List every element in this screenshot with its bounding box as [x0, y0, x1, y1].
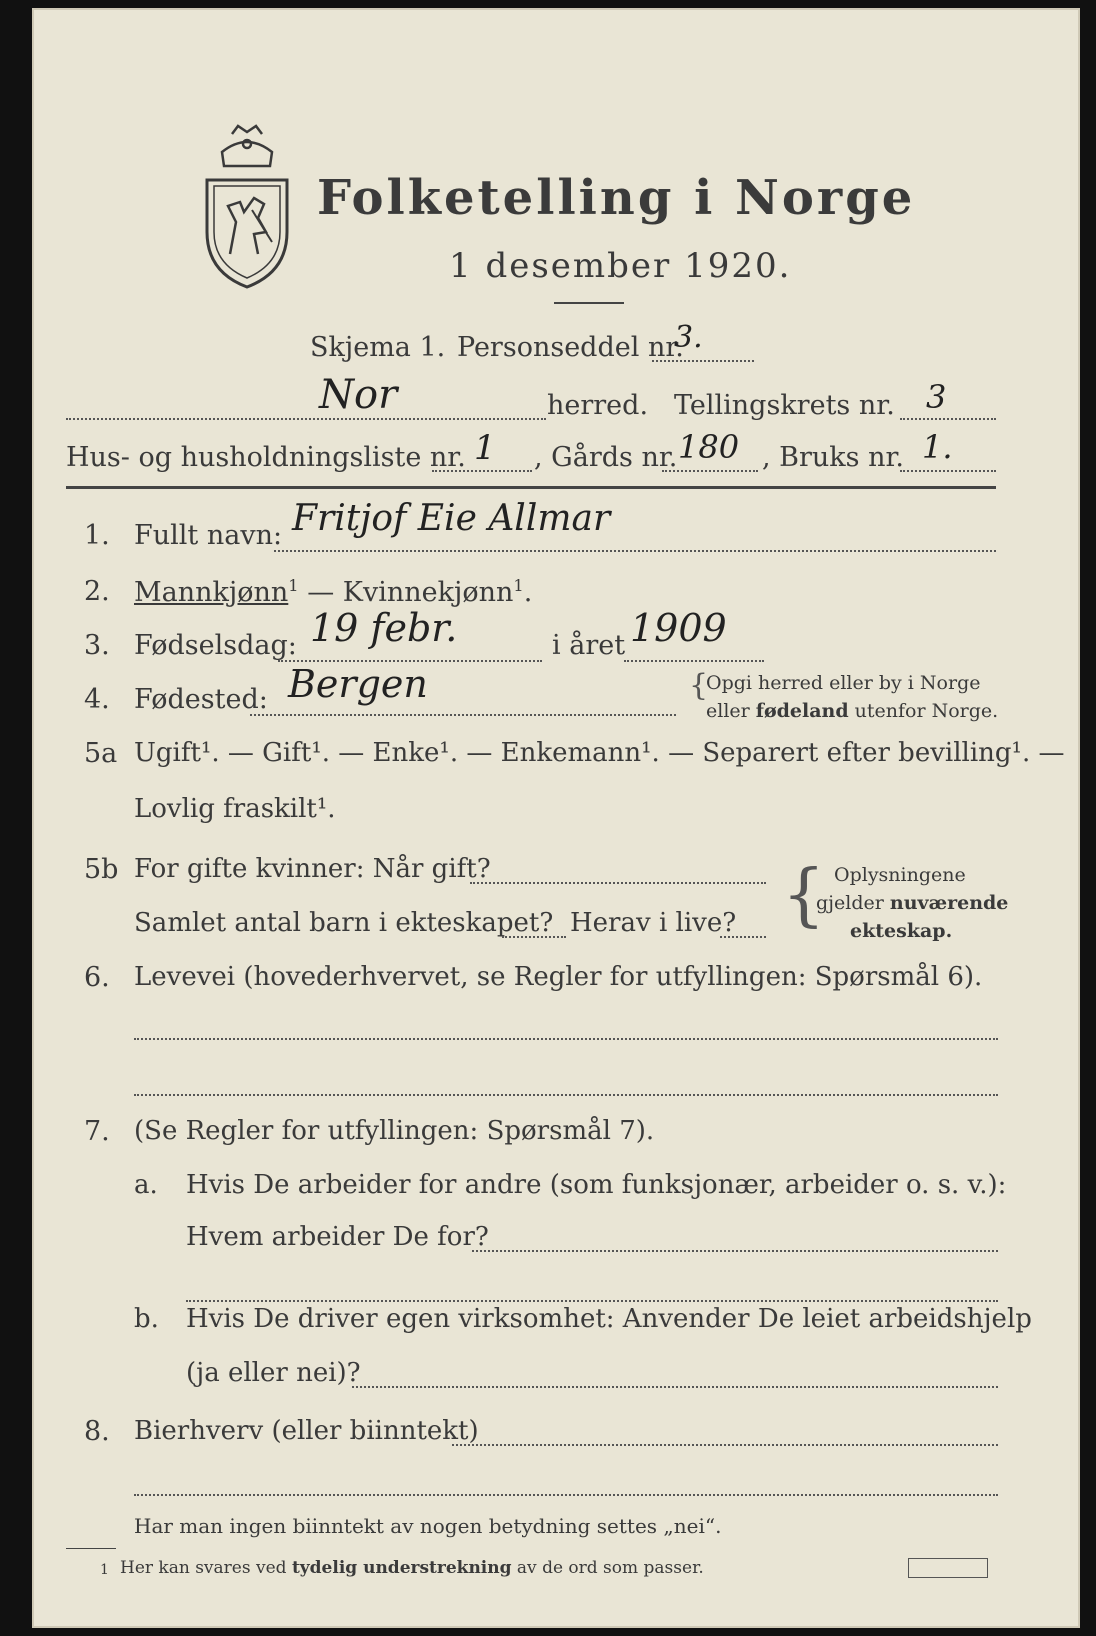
q7a-line1: Hvis De arbeider for andre (som funksjonær, arbeider o. s. v.): [186, 1170, 1007, 1200]
q5b-note-line3: ekteskap. [850, 920, 953, 942]
q3-year-value: 1909 [630, 606, 727, 650]
q1-label: Fullt navn: [134, 520, 283, 551]
norwegian-coat-of-arms-icon [192, 122, 302, 292]
q7b-line [352, 1386, 998, 1388]
q3-value: 19 febr. [310, 606, 458, 650]
q7-label: (Se Regler for utfyllingen: Spørsmål 7). [134, 1116, 655, 1146]
q5b-alive-label: Herav i live? [570, 908, 737, 938]
hus-line [432, 470, 532, 472]
footnote-divider [66, 1548, 116, 1549]
q7b-line2: (ja eller nei)? [186, 1358, 361, 1388]
q5b-line1: For gifte kvinner: Når gift? [134, 854, 491, 884]
q4-number: 4. [84, 684, 110, 715]
q7b-number: b. [134, 1304, 159, 1334]
q7a-line-1 [472, 1250, 998, 1252]
q5b-note-line2: gjelder nuværende [816, 892, 1009, 914]
q8-line1 [452, 1444, 998, 1446]
q4-line [250, 714, 676, 716]
hus-label: Hus- og husholdningsliste nr. [66, 442, 466, 473]
q7a-line2: Hvem arbeider De for? [186, 1222, 489, 1252]
tellingskrets-value: 3 [926, 378, 947, 416]
q2-female: Kvinnekjønn [342, 577, 514, 608]
q5a-line1: Ugift¹. — Gift¹. — Enke¹. — Enkemann¹. — Separert efter bevilling¹. — [134, 738, 1065, 768]
q2-number: 2. [84, 576, 110, 607]
personseddel-label: Personseddel nr. [457, 332, 684, 363]
q1-number: 1. [84, 520, 110, 551]
q1-value: Fritjof Eie Allmar [292, 498, 611, 539]
q4-note-line1: Opgi herred eller by i Norge [706, 672, 981, 694]
q5a-line2: Lovlig fraskilt¹. [134, 794, 336, 824]
footnote-text: Her kan svares ved tydelig understrekning av de ord som passer. [120, 1558, 704, 1578]
printer-stamp [908, 1558, 988, 1578]
bruks-value: 1. [922, 428, 953, 466]
q5b-note-line1: Oplysningene [834, 864, 966, 886]
q7b-line1: Hvis De driver egen virksomhet: Anvender De leiet arbeidshjelp [186, 1304, 1032, 1334]
herred-value: Nor [319, 372, 398, 418]
q6-number: 6. [84, 962, 110, 993]
q2-text: Mannkjønn$^1$ — Kvinnekjønn$^1$. [134, 576, 533, 608]
tellingskrets-label: Tellingskrets nr. [674, 390, 895, 421]
q7a-number: a. [134, 1170, 158, 1200]
tellingskrets-line [900, 418, 996, 420]
q6-line2 [134, 1094, 998, 1096]
q1-line [274, 550, 996, 552]
q4-note-line2: eller fødeland utenfor Norge. [706, 700, 999, 722]
gards-value: 180 [678, 428, 740, 466]
hus-value: 1 [474, 428, 496, 468]
gards-label: , Gårds nr. [534, 442, 678, 473]
q4-brace: { [689, 668, 709, 703]
q6-label: Levevei (hovederhvervet, se Regler for utfyllingen: Spørsmål 6). [134, 962, 983, 992]
q8-number: 8. [84, 1416, 110, 1447]
title-divider [554, 302, 624, 304]
q3-number: 3. [84, 630, 110, 661]
header-divider [66, 486, 996, 489]
q5b-children-line [502, 936, 566, 938]
personseddel-line [652, 360, 754, 362]
q5b-brace: { [782, 856, 826, 935]
q5b-alive-line [720, 936, 766, 938]
gards-line [662, 470, 758, 472]
form-title: Folketelling i Norge [317, 170, 916, 226]
q5b-when-line [470, 882, 766, 884]
census-form-sheet [32, 8, 1080, 1628]
personseddel-value: 3. [674, 320, 703, 355]
q6-line1 [134, 1038, 998, 1040]
q7-number: 7. [84, 1116, 110, 1147]
q8-label: Bierhverv (eller biinntekt) [134, 1416, 479, 1446]
q5b-number: 5b [84, 854, 119, 885]
q5b-children-label: Samlet antal barn i ekteskapet? [134, 908, 554, 938]
q2-male: Mannkjønn [134, 577, 289, 608]
q5a-number: 5a [84, 738, 118, 769]
q3-year-line [624, 660, 764, 662]
q7a-line-2 [186, 1300, 998, 1302]
bruks-label: , Bruks nr. [762, 442, 905, 473]
footer-note: Har man ingen biinntekt av nogen betydning settes „nei“. [134, 1514, 722, 1538]
herred-line [66, 418, 546, 420]
q3-year-label: i året [552, 630, 626, 661]
census-date: 1 desember 1920. [449, 246, 792, 286]
q4-value: Bergen [288, 662, 428, 706]
herred-label: herred. [547, 390, 649, 421]
footnote-number: 1 [100, 1562, 109, 1578]
q4-label: Fødested: [134, 684, 268, 715]
q3-label: Fødselsdag: [134, 630, 297, 661]
bruks-line [900, 470, 996, 472]
skjema-label: Skjema 1. [310, 332, 446, 363]
q8-line2 [134, 1494, 998, 1496]
